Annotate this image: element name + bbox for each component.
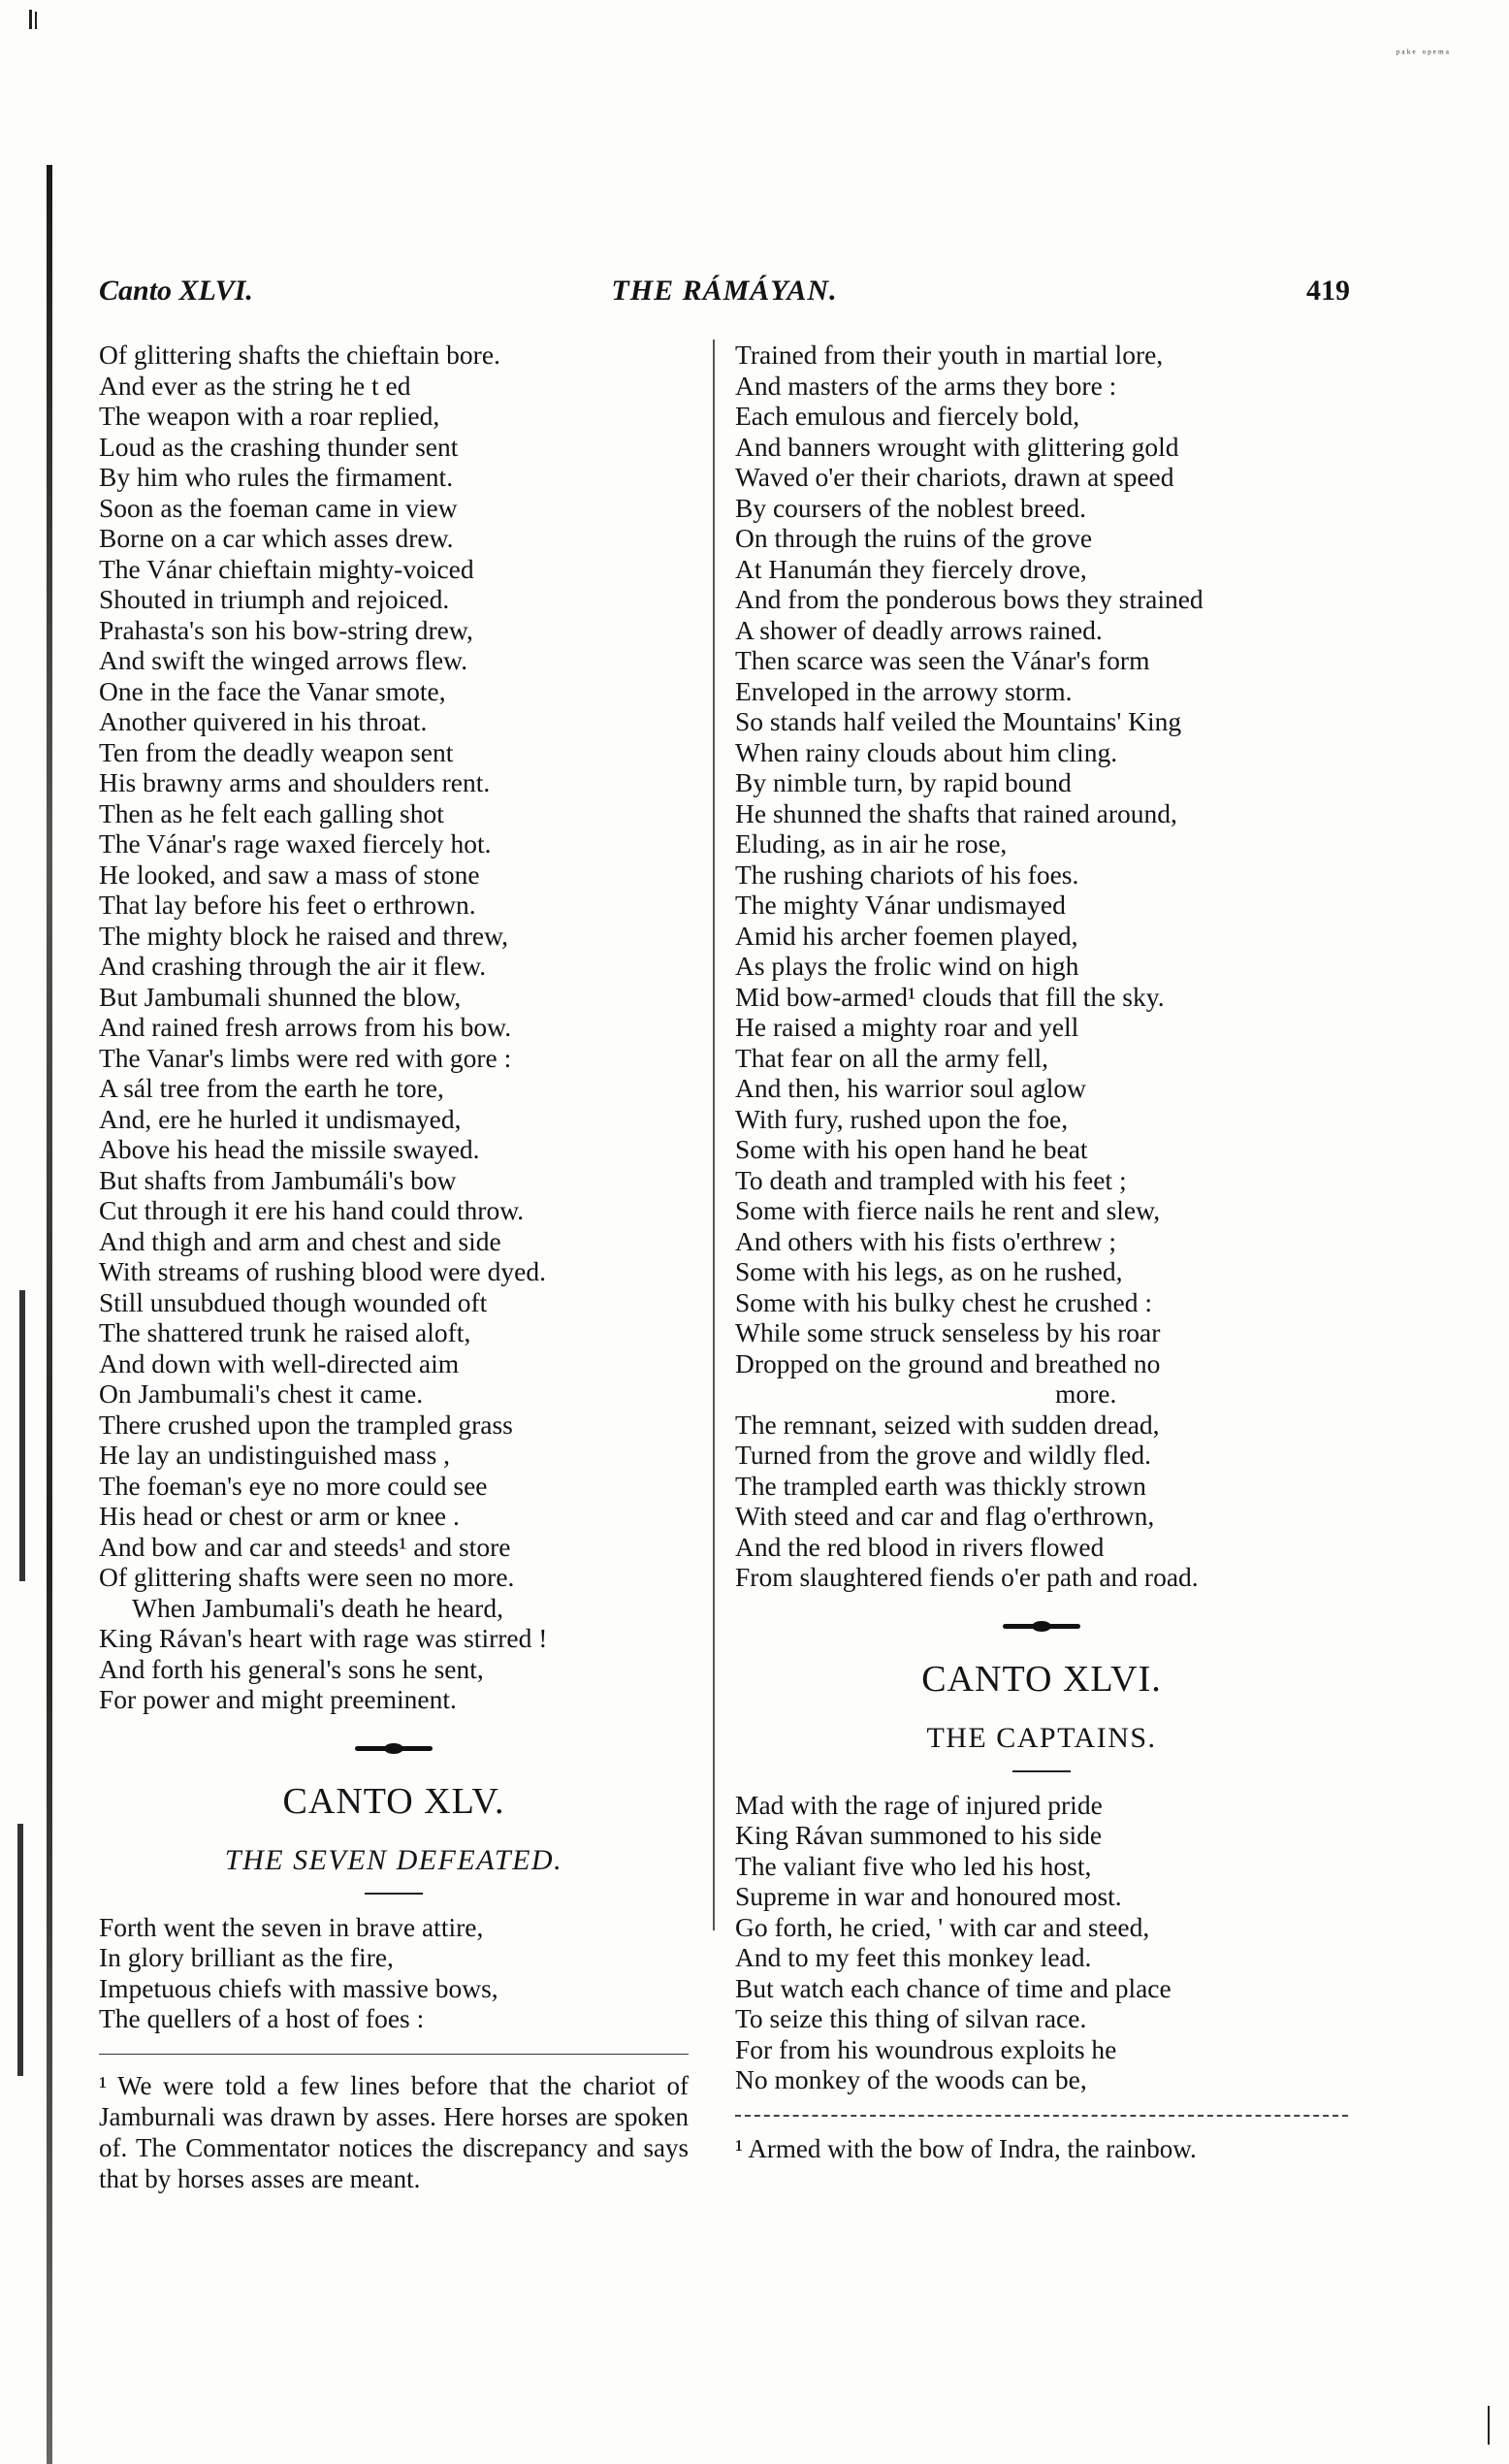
verse-line: But Jambumali shunned the blow,: [99, 981, 462, 1012]
verse-line: And swift the winged arrows flew.: [99, 645, 468, 675]
verse-line: Dropped on the ground and breathed no: [735, 1347, 1161, 1378]
footnote-rule: [99, 2054, 689, 2055]
verse-line: Ten from the deadly weapon sent: [99, 736, 454, 767]
verse-line: His head or chest or arm or knee .: [99, 1501, 460, 1531]
verse-line: For power and might preeminent.: [99, 1684, 457, 1714]
footnote-rule: [735, 2115, 1348, 2118]
verse-line: When rainy clouds about him cling.: [735, 736, 1118, 767]
page-binding-edge: [47, 165, 52, 2464]
verse-line: The Vanar's limbs were red with gore :: [99, 1042, 512, 1073]
verse-line: As plays the frolic wind on high: [735, 951, 1079, 981]
verse-line: The rushing chariots of his foes.: [735, 859, 1079, 890]
verse-line-continued: more.: [1055, 1378, 1117, 1409]
verse-line: To death and trampled with his feet ;: [735, 1164, 1127, 1195]
verse-line: Eluding, as in air he rose,: [735, 828, 1008, 859]
column-divider: [713, 340, 715, 1930]
verse-line: Go forth, he cried, ' with car and steed,: [735, 1911, 1150, 1942]
verse-line: The remnant, seized with sudden dread,: [735, 1409, 1160, 1440]
verse-line: Borne on a car which asses drew.: [99, 523, 454, 553]
verse-line: King Rávan's heart with rage was stirred !: [99, 1623, 548, 1653]
verse-line: A sál tree from the earth he tore,: [99, 1073, 444, 1103]
binding-mark: [29, 10, 32, 29]
page-number: 419: [1306, 275, 1350, 307]
canto-heading: CANTO XLV.: [282, 1780, 505, 1822]
binding-mark: [17, 1824, 23, 2076]
verse-line: Waved o'er their chariots, drawn at speed: [735, 462, 1174, 492]
verse-line: By him who rules the firmament.: [99, 462, 454, 492]
verse-line: And masters of the arms they bore :: [735, 370, 1117, 401]
verse-line: In glory brilliant as the fire,: [99, 1942, 394, 1972]
verse-line: Forth went the seven in brave attire,: [99, 1911, 484, 1942]
header-title: THE RÁMÁYAN.: [611, 275, 838, 307]
verse-line: But watch each chance of time and place: [735, 1972, 1172, 2003]
binding-mark: [35, 12, 37, 29]
verse-line: With steed and car and flag o'erthrown,: [735, 1501, 1155, 1531]
verse-line: His brawny arms and shoulders rent.: [99, 767, 491, 797]
verse-line: One in the face the Vanar smote,: [99, 675, 446, 706]
verse-line: For from his woundrous exploits he: [735, 2033, 1117, 2064]
verse-line: While some struck senseless by his roar: [735, 1317, 1161, 1347]
verse-line: Supreme in war and honoured most.: [735, 1881, 1122, 1911]
verse-line: To seize this thing of silvan race.: [735, 2003, 1087, 2033]
verse-line: Some with fierce nails he rent and slew,: [735, 1195, 1161, 1225]
verse-line: Of glittering shafts were seen no more.: [99, 1562, 515, 1592]
running-header: [99, 275, 1350, 313]
verse-line: Each emulous and fiercely bold,: [735, 401, 1080, 431]
verse-line: Amid his archer foemen played,: [735, 920, 1078, 951]
verse-line: With streams of rushing blood were dyed.: [99, 1256, 546, 1286]
left-verse-block: [99, 340, 689, 1593]
right-column: [735, 340, 1348, 2164]
verse-line: Trained from their youth in martial lore,: [735, 340, 1164, 370]
left-column: [99, 340, 689, 2194]
verse-line: Mad with the rage of injured pride: [735, 1789, 1103, 1820]
verse-line: That lay before his feet o erthrown.: [99, 890, 476, 920]
verse-line: With fury, rushed upon the foe,: [735, 1103, 1069, 1134]
verse-line: And forth his general's sons he sent,: [99, 1653, 484, 1684]
verse-line: And, ere he hurled it undismayed,: [99, 1103, 462, 1134]
verse-line: At Hanumán they fiercely drove,: [735, 553, 1087, 584]
verse-line: And from the ponderous bows they strained: [735, 584, 1204, 614]
right-verse-after-block: [735, 1410, 1348, 1593]
verse-line: Prahasta's son his bow-string drew,: [99, 614, 473, 645]
verse-line: Some with his legs, as on he rushed,: [735, 1256, 1123, 1286]
binding-mark: [1488, 2406, 1490, 2445]
verse-line: And bow and car and steeds¹ and store: [99, 1531, 511, 1562]
canto-verse-block: [735, 1790, 1348, 2095]
verse-line: Cut through it ere his hand could throw.: [99, 1195, 525, 1225]
corner-note: ᵖᵃᵏᵉ ᵒᵖᵉᵐᵃ: [1396, 47, 1451, 60]
verse-line: Another quivered in his throat.: [99, 706, 428, 736]
verse-line: Enveloped in the arrowy storm.: [735, 675, 1073, 706]
short-rule: [365, 1893, 423, 1895]
verse-line: King Rávan summoned to his side: [735, 1820, 1103, 1850]
verse-line: And banners wrought with glittering gold: [735, 431, 1179, 462]
verse-line: Loud as the crashing thunder sent: [99, 431, 459, 462]
verse-line: The shattered trunk he raised aloft,: [99, 1317, 471, 1347]
binding-mark: [19, 1290, 25, 1581]
verse-line: The trampled earth was thickly strown: [735, 1470, 1146, 1501]
left-verse-after-block: [99, 1623, 689, 1715]
verse-line: The weapon with a roar replied,: [99, 401, 440, 431]
header-canto: Canto XLVI.: [99, 275, 253, 307]
verse-line: Shouted in triumph and rejoiced.: [99, 584, 450, 614]
canto-heading: CANTO XLVI.: [921, 1658, 1162, 1700]
verse-line: Soon as the foeman came in view: [99, 492, 458, 523]
verse-line: And the red blood in rivers flowed: [735, 1531, 1105, 1562]
verse-line: And then, his warrior soul aglow: [735, 1073, 1087, 1103]
left-verse-indent-block: [99, 1593, 689, 1624]
verse-line: Turned from the grove and wildly fled.: [735, 1440, 1151, 1470]
verse-line: Still unsubdued though wounded oft: [99, 1286, 488, 1317]
verse-line: So stands half veiled the Mountains' King: [735, 706, 1182, 736]
verse-line: Mid bow-armed¹ clouds that fill the sky.: [735, 981, 1165, 1012]
verse-line: And thigh and arm and chest and side: [99, 1225, 501, 1256]
verse-line: No monkey of the woods can be,: [735, 2064, 1087, 2094]
verse-line: Some with his bulky chest he crushed :: [735, 1286, 1153, 1317]
verse-line: He lay an undistinguished mass ,: [99, 1440, 451, 1470]
verse-line: And rained fresh arrows from his bow.: [99, 1012, 512, 1042]
footnote: ¹ Armed with the bow of Indra, the rainbow.: [735, 2133, 1197, 2163]
canto-subheading: THE SEVEN DEFEATED.: [224, 1843, 563, 1876]
verse-line: Some with his open hand he beat: [735, 1134, 1088, 1164]
verse-line: And down with well-directed aim: [99, 1347, 460, 1378]
canto-subheading: THE CAPTAINS.: [926, 1721, 1157, 1754]
canto-divider-ornament: [1003, 1624, 1080, 1629]
verse-line: The foeman's eye no more could see: [99, 1470, 488, 1501]
verse-line: That fear on all the army fell,: [735, 1042, 1048, 1073]
verse-line: Of glittering shafts the chieftain bore.: [99, 340, 500, 370]
short-rule: [1012, 1770, 1071, 1772]
verse-line: But shafts from Jambumáli's bow: [99, 1164, 457, 1195]
verse-line: He raised a mighty roar and yell: [735, 1012, 1079, 1042]
verse-line: The Vánar's rage waxed fiercely hot.: [99, 828, 492, 859]
verse-line: Then scarce was seen the Vánar's form: [735, 645, 1150, 675]
canto-divider-ornament: [355, 1746, 433, 1751]
verse-line: The quellers of a host of foes :: [99, 2003, 425, 2033]
canto-verse-block: [99, 1912, 689, 2034]
footnote: ¹ We were told a few lines before that the chariot of Jamburnali was drawn by asses. Here horses are spoken of. The Commentator notices the discrepancy and says that by horses asses are meant.: [99, 2070, 689, 2193]
verse-line: And to my feet this monkey lead.: [735, 1942, 1092, 1972]
verse-line: On through the ruins of the grove: [735, 523, 1093, 553]
verse-line: The mighty block he raised and threw,: [99, 920, 509, 951]
verse-line: When Jambumali's death he heard,: [132, 1592, 503, 1623]
verse-line: By nimble turn, by rapid bound: [735, 767, 1072, 797]
verse-line: The mighty Vánar undismayed: [735, 890, 1066, 920]
verse-line: He shunned the shafts that rained around,: [735, 797, 1177, 828]
verse-line: By coursers of the noblest breed.: [735, 492, 1086, 523]
verse-line: On Jambumali's chest it came.: [99, 1378, 424, 1409]
verse-line: Then as he felt each galling shot: [99, 797, 444, 828]
verse-line: A shower of deadly arrows rained.: [735, 614, 1103, 645]
verse-line: Impetuous chiefs with massive bows,: [99, 1972, 498, 2003]
verse-line: There crushed upon the trampled grass: [99, 1409, 513, 1440]
verse-line: The valiant five who led his host,: [735, 1850, 1092, 1881]
verse-line: And others with his fists o'erthrew ;: [735, 1225, 1116, 1256]
verse-line: And crashing through the air it flew.: [99, 951, 487, 981]
verse-line: He looked, and saw a mass of stone: [99, 859, 480, 890]
verse-line: The Vánar chieftain mighty-voiced: [99, 553, 474, 584]
verse-line: From slaughtered fiends o'er path and road.: [735, 1562, 1199, 1592]
verse-line: And ever as the string he t ed: [99, 370, 411, 401]
right-verse-block: [735, 340, 1348, 1378]
verse-line: Above his head the missile swayed.: [99, 1134, 480, 1164]
